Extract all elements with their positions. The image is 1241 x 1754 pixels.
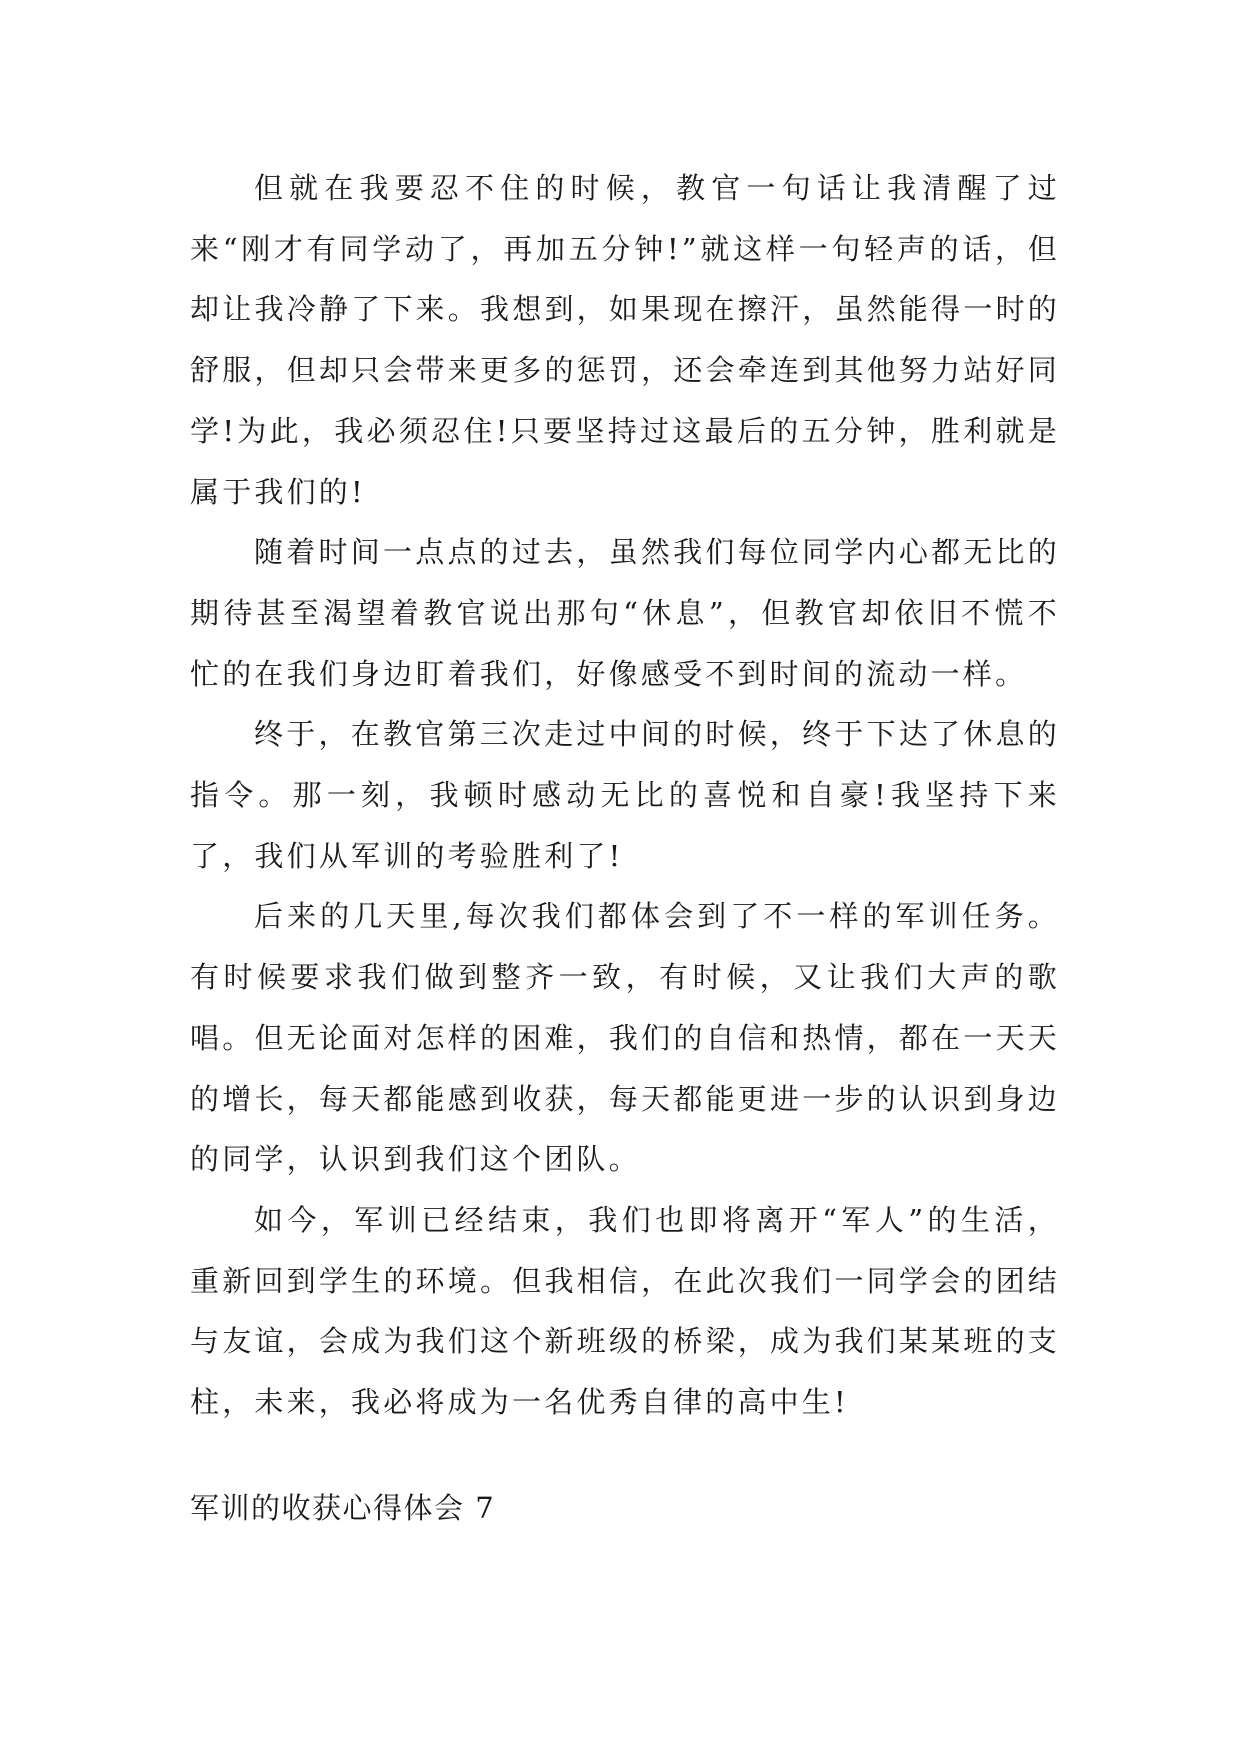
paragraph-2: 随着时间一点点的过去，虽然我们每位同学内心都无比的期待甚至渴望着教官说出那句“休息”，但教官却依旧不慌不忙的在我们身边盯着我们，好像感受不到时间的流动一样。	[190, 535, 1060, 691]
section-heading: 军训的收获心得体会 7	[190, 1491, 496, 1525]
paragraph-3: 终于，在教官第三次走过中间的时候，终于下达了休息的指令。那一刻，我顿时感动无比的喜悦和自豪!我坚持下来了，我们从军训的考验胜利了!	[190, 717, 1060, 873]
paragraph-4: 后来的几天里,每次我们都体会到了不一样的军训任务。有时候要求我们做到整齐一致，有时候，又让我们大声的歌唱。但无论面对怎样的困难，我们的自信和热情，都在一天天的增长，每天都能感到收获，每天都能更进一步的认识到身边的同学，认识到我们这个团队。	[190, 899, 1060, 1177]
paragraph-5: 如今，军训已经结束，我们也即将离开“军人”的生活，重新回到学生的环境。但我相信，在此次我们一同学会的团结与友谊，会成为我们这个新班级的桥梁，成为我们某某班的支柱，未来，我必将成为一名优秀自律的高中生!	[190, 1202, 1060, 1420]
document-body	[190, 158, 1060, 1433]
paragraph-1: 但就在我要忍不住的时候，教官一句话让我清醒了过来“刚才有同学动了，再加五分钟!”就这样一句轻声的话，但却让我冷静了下来。我想到，如果现在擦汗，虽然能得一时的舒服，但却只会带来更多的惩罚，还会牵连到其他努力站好同学!为此，我必须忍住!只要坚持过这最后的五分钟，胜利就是属于我们的!	[190, 171, 1060, 509]
